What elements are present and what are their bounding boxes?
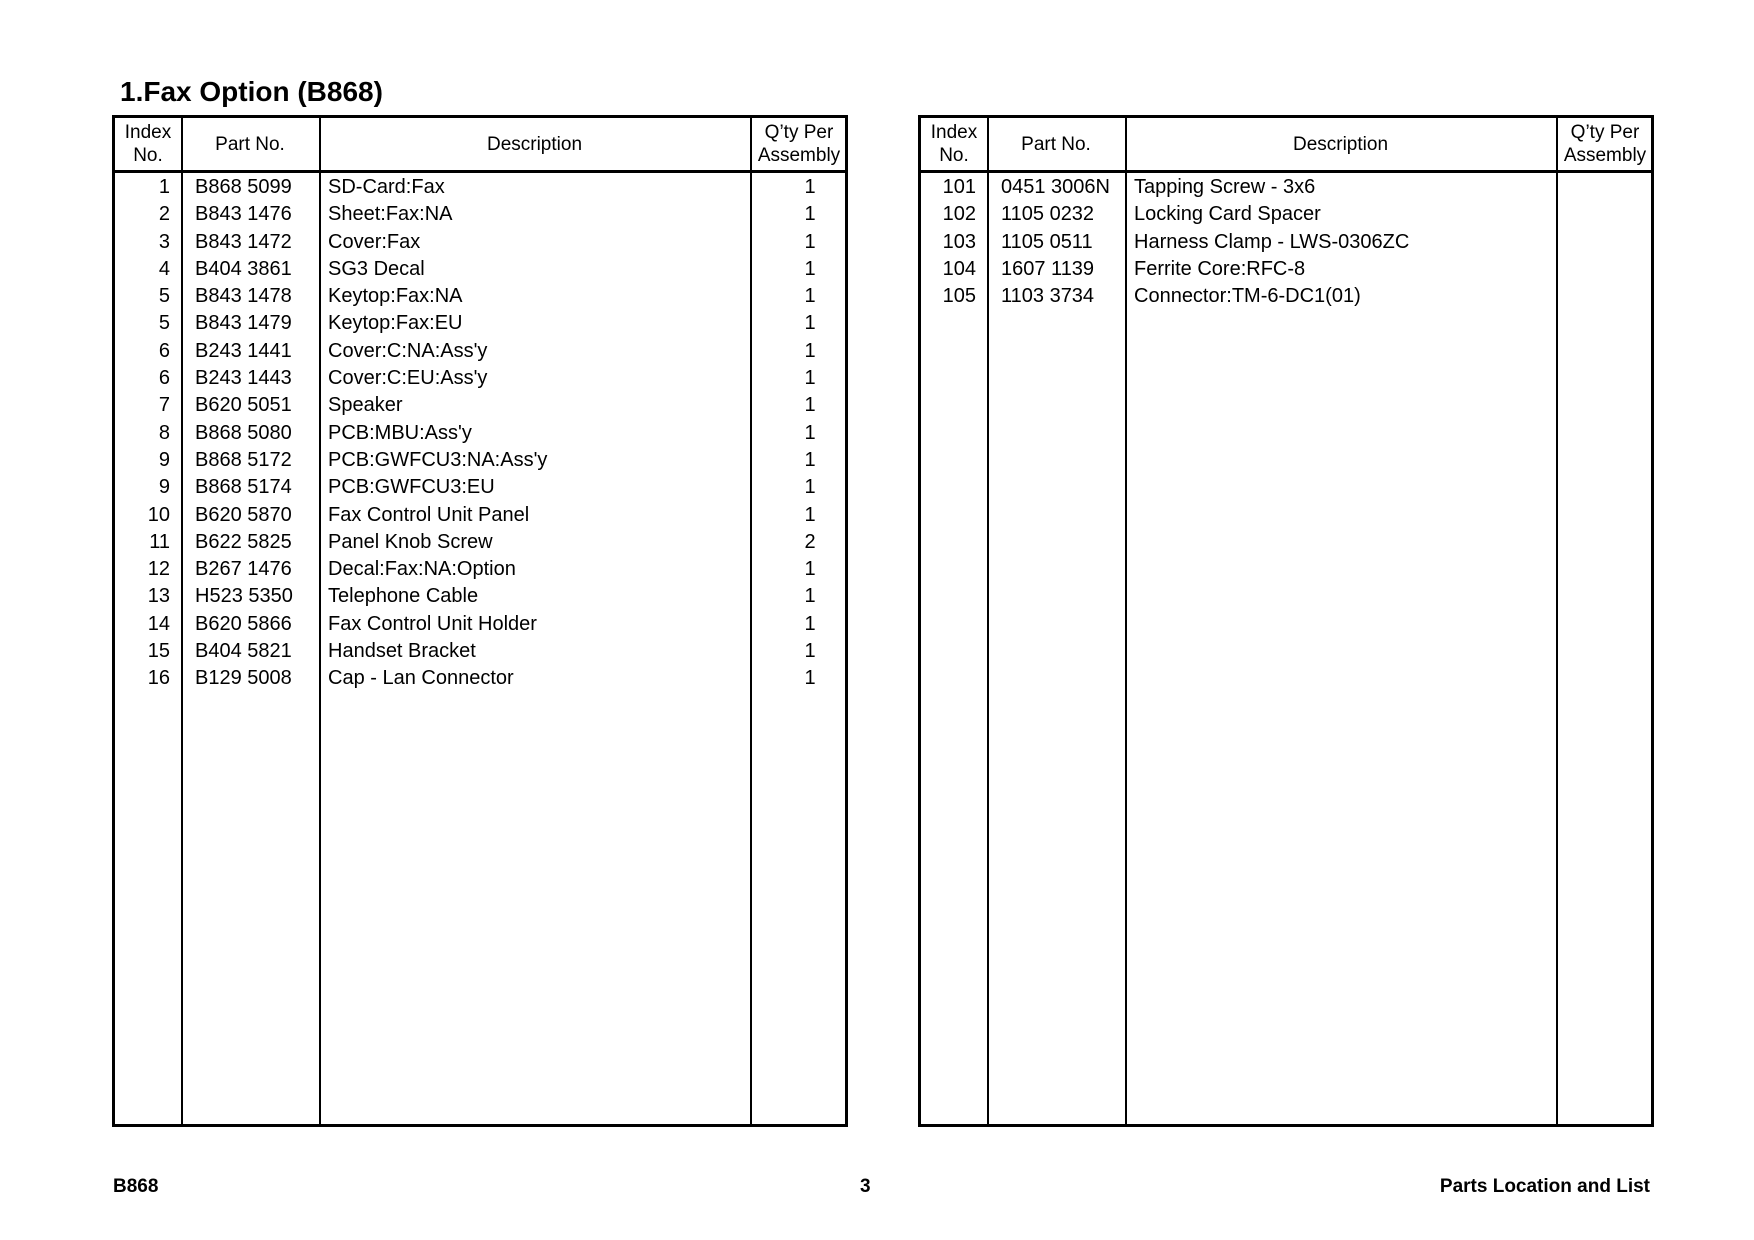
header-index: Index No.	[930, 122, 978, 166]
part-no-cell: B404 3861	[195, 257, 292, 280]
qty-cell: 1	[804, 339, 816, 362]
qty-cell: 1	[804, 558, 816, 581]
parts-table-right	[918, 115, 1654, 1127]
description-cell: PCB:GWFCU3:EU	[328, 476, 495, 499]
index-cell: 12	[147, 558, 170, 581]
description-cell: Connector:TM-6-DC1(01)	[1134, 285, 1361, 308]
index-cell: 9	[158, 448, 170, 471]
description-cell: Speaker	[328, 394, 403, 417]
qty-cell: 1	[804, 503, 816, 526]
description-cell: Handset Bracket	[328, 640, 476, 663]
part-no-cell: B620 5051	[195, 394, 292, 417]
description-cell: Locking Card Spacer	[1134, 203, 1321, 226]
table-row	[921, 256, 1651, 283]
table-row	[921, 283, 1651, 310]
index-cell: 4	[158, 257, 170, 280]
description-cell: PCB:MBU:Ass'y	[328, 421, 472, 444]
qty-cell: 1	[804, 203, 816, 226]
header-part-no: Part No.	[1021, 133, 1091, 155]
index-cell: 3	[158, 230, 170, 253]
footer-section: Parts Location and List	[1439, 1176, 1650, 1197]
part-no-cell: B868 5080	[195, 421, 292, 444]
qty-cell: 1	[804, 421, 816, 444]
table-row	[115, 447, 845, 474]
qty-cell: 1	[804, 640, 816, 663]
description-cell: SD-Card:Fax	[328, 176, 445, 198]
qty-cell: 1	[804, 312, 816, 335]
description-cell: Decal:Fax:NA:Option	[328, 558, 516, 581]
table-row	[115, 229, 845, 256]
index-cell: 1	[158, 176, 170, 198]
description-cell: PCB:GWFCU3:NA:Ass'y	[328, 448, 548, 471]
index-cell: 9	[158, 476, 170, 499]
qty-cell: 1	[804, 285, 816, 308]
part-no-cell: B129 5008	[195, 667, 292, 690]
description-cell: Fax Control Unit Panel	[328, 503, 530, 526]
qty-cell: 1	[804, 667, 816, 690]
table-row	[115, 283, 845, 310]
table-row	[921, 229, 1651, 256]
part-no-cell: B868 5172	[195, 448, 292, 471]
index-cell: 8	[158, 421, 170, 444]
description-cell: Cover:Fax	[328, 230, 421, 253]
part-no-cell: B620 5870	[195, 503, 292, 526]
header-description: Description	[1292, 133, 1389, 155]
index-cell: 2	[158, 203, 170, 226]
page-title: 1.Fax Option (B868)	[120, 76, 383, 107]
index-cell: 14	[147, 612, 170, 635]
table-row	[115, 338, 845, 365]
header-part-no: Part No.	[215, 133, 285, 155]
description-cell: Telephone Cable	[328, 585, 479, 608]
index-cell: 5	[158, 285, 170, 308]
footer-page-number: 3	[860, 1176, 871, 1197]
index-cell: 16	[147, 667, 170, 690]
part-no-cell: B620 5866	[195, 612, 292, 635]
description-cell: Harness Clamp - LWS-0306ZC	[1134, 230, 1410, 253]
index-cell: 102	[942, 203, 976, 226]
index-cell: 13	[147, 585, 170, 608]
description-cell: Keytop:Fax:EU	[328, 312, 463, 335]
qty-cell: 1	[804, 476, 816, 499]
table-row	[115, 365, 845, 392]
part-no-cell: 1105 0511	[1001, 230, 1093, 253]
table-row	[115, 529, 845, 556]
table-row	[115, 392, 845, 419]
description-cell: SG3 Decal	[328, 257, 425, 280]
qty-cell: 1	[804, 176, 816, 198]
description-cell: Ferrite Core:RFC-8	[1134, 257, 1306, 280]
index-cell: 15	[147, 640, 170, 663]
index-cell: 7	[158, 394, 170, 417]
index-cell: 6	[158, 339, 170, 362]
table-row	[115, 420, 845, 447]
header-description: Description	[486, 133, 583, 155]
table-row	[921, 174, 1651, 201]
description-cell: Sheet:Fax:NA	[328, 203, 453, 226]
part-no-cell: B843 1472	[195, 230, 292, 253]
part-no-cell: B843 1478	[195, 285, 292, 308]
description-cell: Fax Control Unit Holder	[328, 612, 537, 635]
part-no-cell: B868 5174	[195, 476, 292, 499]
description-cell: Cover:C:NA:Ass'y	[328, 339, 488, 362]
header-index: Index No.	[124, 122, 172, 166]
description-cell: Cover:C:EU:Ass'y	[328, 367, 488, 390]
index-cell: 105	[942, 285, 976, 308]
qty-cell: 1	[804, 367, 816, 390]
table-row	[115, 665, 845, 692]
part-no-cell: H523 5350	[195, 585, 293, 608]
qty-cell: 1	[804, 448, 816, 471]
part-no-cell: 1103 3734	[1001, 285, 1095, 308]
part-no-cell: 1105 0232	[1001, 203, 1095, 226]
part-no-cell: B622 5825	[195, 530, 292, 553]
part-no-cell: B243 1441	[195, 339, 292, 362]
description-cell: Panel Knob Screw	[328, 530, 493, 553]
part-no-cell: B267 1476	[195, 558, 292, 581]
description-cell: Keytop:Fax:NA	[328, 285, 463, 308]
qty-cell: 1	[804, 230, 816, 253]
table-row	[115, 201, 845, 228]
description-cell: Tapping Screw - 3x6	[1134, 176, 1316, 198]
index-cell: 103	[942, 230, 976, 253]
part-no-cell: B843 1476	[195, 203, 292, 226]
description-cell: Cap - Lan Connector	[328, 667, 514, 690]
header-qty: Q’ty Per Assembly	[757, 122, 841, 166]
table-row	[115, 474, 845, 501]
part-no-cell: B243 1443	[195, 367, 292, 390]
footer-model: B868	[113, 1176, 159, 1197]
table-row	[115, 556, 845, 583]
table-row	[115, 611, 845, 638]
index-cell: 104	[942, 257, 976, 280]
table-row	[115, 583, 845, 610]
table-body	[921, 174, 1651, 310]
table-row	[921, 201, 1651, 228]
header-qty: Q’ty Per Assembly	[1563, 122, 1647, 166]
table-row	[115, 256, 845, 283]
table-row	[115, 174, 845, 201]
index-cell: 10	[147, 503, 170, 526]
part-no-cell: B843 1479	[195, 312, 292, 335]
qty-cell: 2	[804, 530, 816, 553]
header-divider	[115, 170, 845, 173]
qty-cell: 1	[804, 612, 816, 635]
table-body	[115, 174, 845, 693]
qty-cell: 1	[804, 257, 816, 280]
qty-cell: 1	[804, 394, 816, 417]
part-no-cell: B868 5099	[195, 176, 292, 198]
part-no-cell: 1607 1139	[1001, 257, 1095, 280]
parts-table-left	[112, 115, 848, 1127]
index-cell: 11	[149, 530, 170, 553]
table-row	[115, 310, 845, 337]
header-divider	[921, 170, 1651, 173]
part-no-cell: 0451 3006N	[1001, 176, 1110, 198]
table-row	[115, 502, 845, 529]
table-row	[115, 638, 845, 665]
part-no-cell: B404 5821	[195, 640, 292, 663]
qty-cell: 1	[804, 585, 816, 608]
index-cell: 101	[942, 176, 976, 198]
index-cell: 6	[158, 367, 170, 390]
index-cell: 5	[158, 312, 170, 335]
